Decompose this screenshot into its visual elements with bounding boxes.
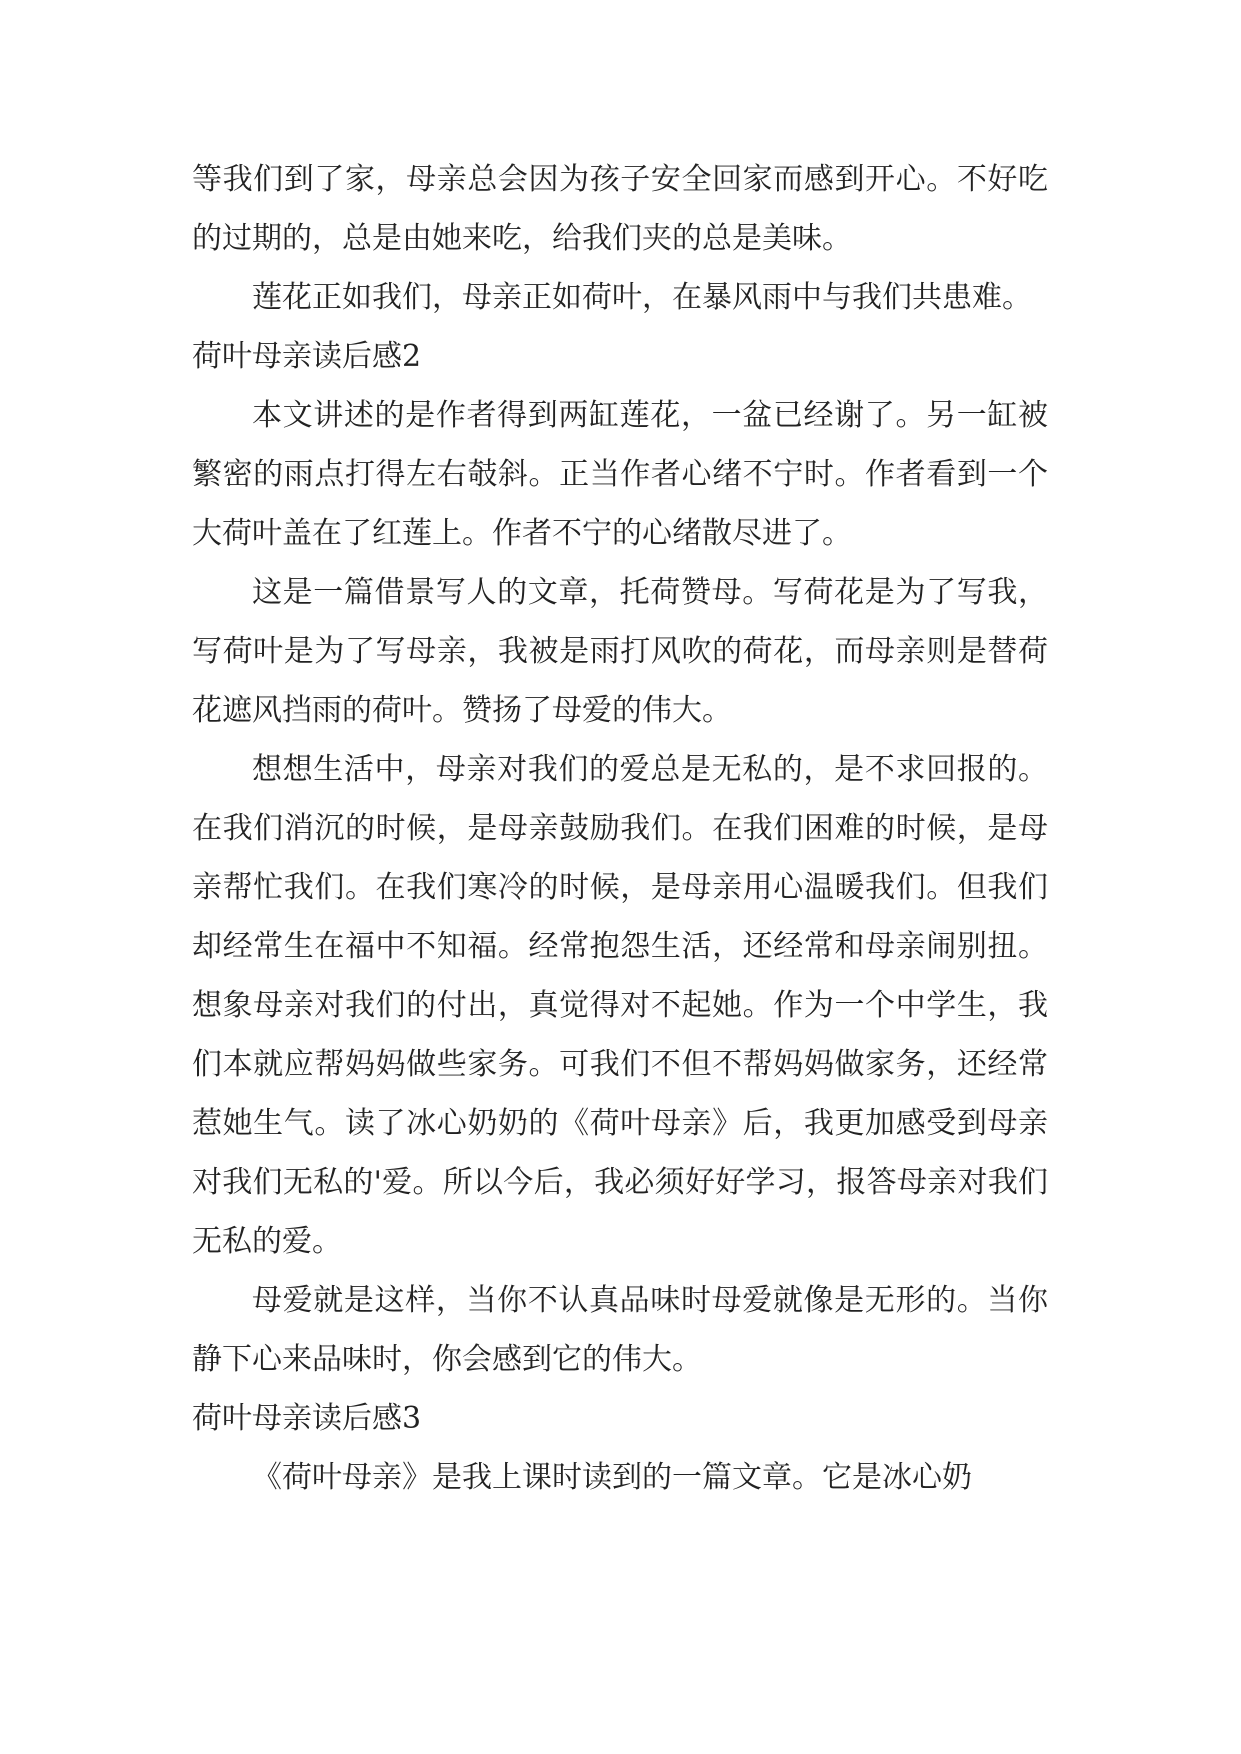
paragraph-truncated: 《荷叶母亲》是我上课时读到的一篇文章。它是冰心奶 bbox=[252, 1460, 972, 1495]
paragraph: 莲花正如我们，母亲正如荷叶，在暴风雨中与我们共患难。 bbox=[252, 280, 1032, 315]
paragraph: 母爱就是这样，当你不认真品味时母爱就像是无形的。当你静下心来品味时，你会感到它的伟大。 bbox=[192, 1283, 1048, 1377]
document-page bbox=[192, 150, 1048, 1507]
section-heading: 荷叶母亲读后感2 bbox=[192, 339, 422, 374]
section-heading: 荷叶母亲读后感3 bbox=[192, 1401, 422, 1436]
paragraph-continued: 等我们到了家，母亲总会因为孩子安全回家而感到开心。不好吃的过期的，总是由她来吃，给我们夹的总是美味。 bbox=[192, 162, 1048, 256]
paragraph: 本文讲述的是作者得到两缸莲花，一盆已经谢了。另一缸被繁密的雨点打得左右攲斜。正当作者心绪不宁时。作者看到一个大荷叶盖在了红莲上。作者不宁的心绪散尽进了。 bbox=[192, 398, 1048, 551]
paragraph: 想想生活中，母亲对我们的爱总是无私的，是不求回报的。在我们消沉的时候，是母亲鼓励我们。在我们困难的时候，是母亲帮忙我们。在我们寒冷的时候，是母亲用心温暖我们。但我们却经常生在福中不知福。经常抱怨生活，还经常和母亲闹别扭。想象母亲对我们的付出，真觉得对不起她。作为一个中学生，我们本就应帮妈妈做些家务。可我们不但不帮妈妈做家务，还经常惹她生气。读了冰心奶奶的《荷叶母亲》后，我更加感受到母亲对我们无私的'爱。所以今后，我必须好好学习，报答母亲对我们无私的爱。 bbox=[192, 752, 1048, 1259]
paragraph: 这是一篇借景写人的文章，托荷赞母。写荷花是为了写我，写荷叶是为了写母亲，我被是雨打风吹的荷花，而母亲则是替荷花遮风挡雨的荷叶。赞扬了母爱的伟大。 bbox=[192, 575, 1048, 728]
